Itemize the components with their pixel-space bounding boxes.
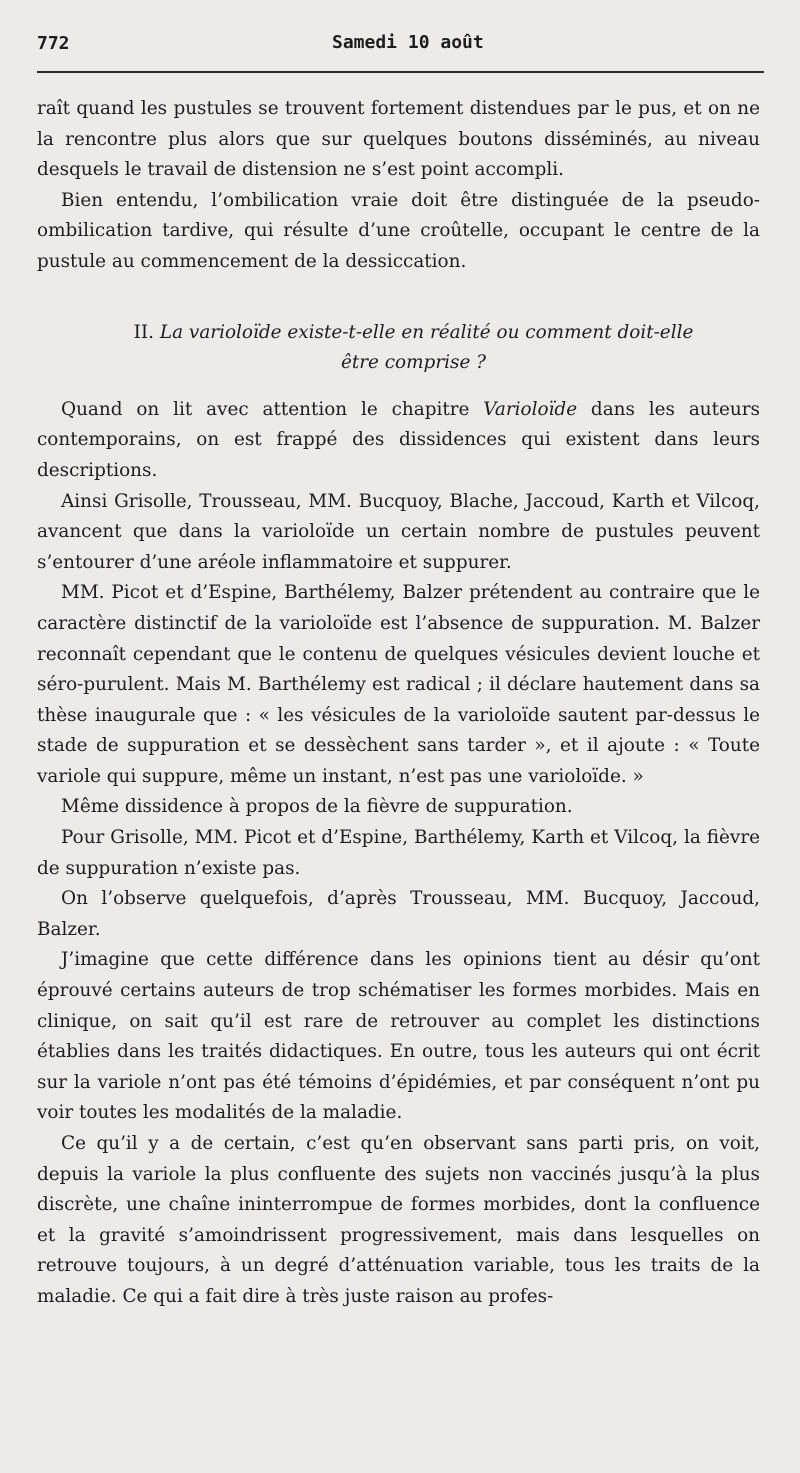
paragraph-4: Ainsi Grisolle, Trousseau, MM. Bucquoy, Blache, Jaccoud, Karth et Vilcoq, avancent que dans la varioloïde un certain nombre de pustules peuvent s’entourer d’une aréole inflammatoire et suppurer. <box>37 490 760 573</box>
section-heading <box>37 318 760 379</box>
paragraph-8: On l’observe quelquefois, d’après Trousseau, MM. Bucquoy, Jaccoud, Balzer. <box>37 888 760 940</box>
paragraph-2: Bien entendu, l’ombilication vraie doit être distinguée de la pseudo-ombilication tardive, qui résulte d’une croûtelle, occupant le centre de la pustule au commencement de la dessiccation. <box>37 189 760 272</box>
body-text <box>37 70 760 1313</box>
paragraph-1: raît quand les pustules se trouvent fortement distendues par le pus, et on ne la rencontre plus alors que sur quelques boutons disséminés, au niveau desquels le travail de distension ne s’est point accompli. <box>37 98 760 181</box>
paragraph-6: Même dissidence à propos de la fièvre de suppuration. <box>61 796 573 818</box>
paragraph-3-after: dans les auteurs contemporains, on est frappé des dissidences qui existent dans leurs descriptions. <box>37 398 760 481</box>
paragraph-3-before: Quand on lit avec attention le chapitre <box>61 398 484 420</box>
section-heading-line-2 <box>37 348 760 379</box>
running-title: Samedi 10 août <box>332 32 484 53</box>
section-heading-line-1 <box>37 318 760 349</box>
running-head <box>37 0 760 70</box>
section-title-line-2: être comprise ? <box>340 352 487 374</box>
paragraph-3-italic: Varioloïde <box>483 398 578 420</box>
page-number: 772 <box>37 33 70 54</box>
section-number: II. <box>133 321 155 343</box>
paragraph-3 <box>37 395 760 487</box>
paragraph-5: MM. Picot et d’Espine, Barthélemy, Balzer prétendent au contraire que le caractère distinctif de la varioloïde est l’absence de suppuration. M. Balzer reconnaît cependant que le contenu de quelques vésicules devient louche et séro-purulent. Mais M. Barthélemy est radical ; il déclare hautement dans sa thèse inaugurale que : « les vésicules de la varioloïde sautent par-dessus le stade de suppuration et se dessèchent sans tarder », et il ajoute : « Toute variole qui suppure, même un instant, n’est pas une varioloïde. » <box>37 582 760 787</box>
paragraph-10: Ce qu’il y a de certain, c’est qu’en observant sans parti pris, on voit, depuis la variole la plus confluente des sujets non vaccinés jusqu’à la plus discrète, une chaîne ininterrompue de formes morbides, dont la confluence et la gravité s’amoindrissent progressivement, mais dans lesquelles on retrouve toujours, à un degré d’atténuation variable, tous les traits de la maladie. Ce qui a fait dire à très juste raison au profes- <box>37 1133 760 1307</box>
paragraph-7: Pour Grisolle, MM. Picot et d’Espine, Barthélemy, Karth et Vilcoq, la fièvre de suppuration n’existe pas. <box>37 827 760 879</box>
header-rule <box>37 71 764 73</box>
paragraph-9: J’imagine que cette différence dans les opinions tient au désir qu’ont éprouvé certains auteurs de trop schématiser les formes morbides. Mais en clinique, on sait qu’il est rare de retrouver au complet les distinctions établies dans les traités didactiques. En outre, tous les auteurs qui ont écrit sur la variole n’ont pas été témoins d’épidémies, et par conséquent n’ont pu voir toutes les modalités de la maladie. <box>37 949 760 1124</box>
section-title-line-1: La varioloïde existe-t-elle en réalité ou comment doit-elle <box>159 321 694 343</box>
